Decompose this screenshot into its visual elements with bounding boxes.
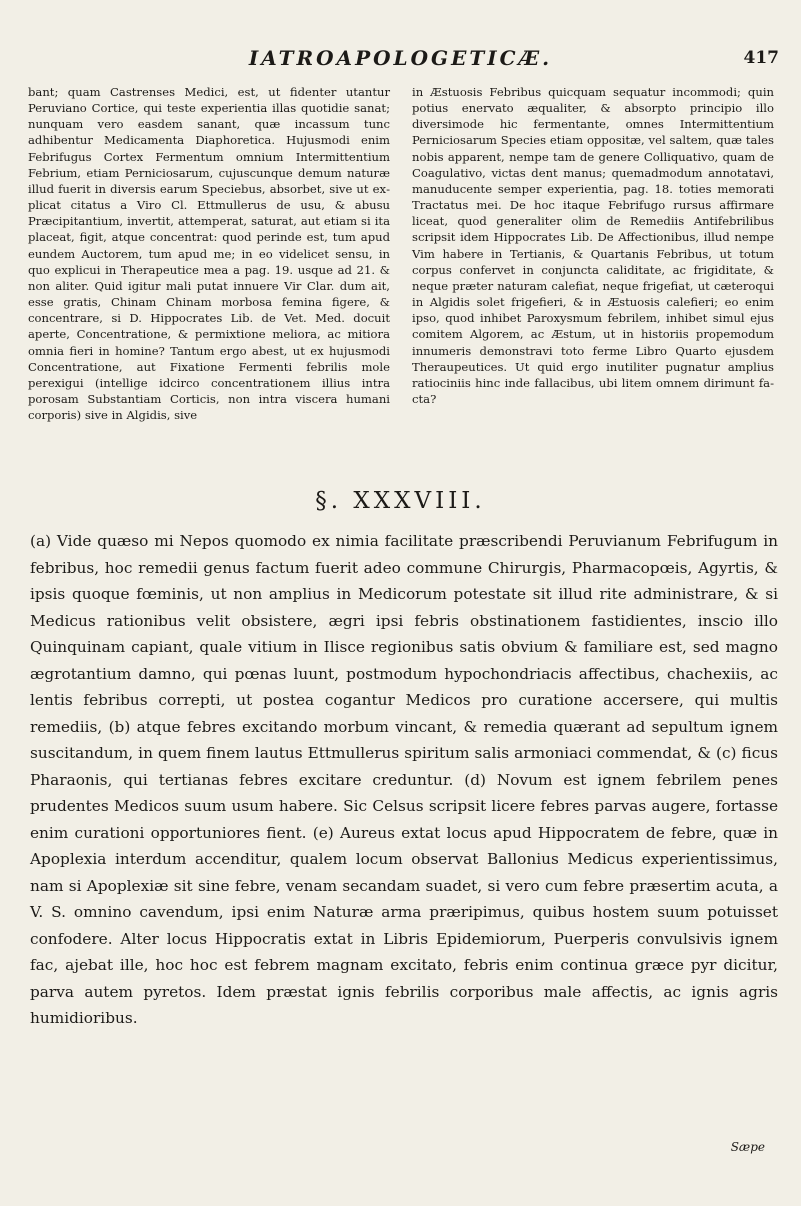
right-column (412, 84, 774, 407)
two-column-section (0, 84, 801, 476)
section-heading: §. XXXVIII. (315, 488, 486, 514)
page-header (0, 44, 801, 78)
body-paragraph: (a) Vide quæso mi Nepos quomodo ex nimia facilitate præscribendi Peruvianum Febrifugum in febribus, hoc remedii genus factum fuerit adeo commune Chirurgis, Pharmacopœis, Agyrtis, & ipsis quoque fœminis, ut non amplius in Medicorum potestate sit illud rite administrare, & si Medicus rationibus velit obsistere, ægri ipsi febris obstinationem fastidientes, inscio illo Quinquinam capiant, quale vitium in Ilisce regionibus satis obvium & familiare est, sed magno ægrotantium damno, qui pœnas luunt, postmodum hypochondriacis affectibus, chachexiis, ac lentis febribus correpti, ut postea cogantur Medicos pro curatione accersere, qui multis remediis, (b) atque febres excitando morbum vincant, & remedia quærant ad sepultum ignem suscitandum, in quem finem lautus Ettmullerus spiritum salis armoniaci commendat, & (c) ficus Pharaonis, qui tertianas febres excitare creduntur. (d) Novum est ignem febrilem penes prudentes Medicos suum usum habere. Sic Celsus scripsit licere febres parvas augere, fortasse enim curationi opportuniores fient. (e) Aureus extat locus apud Hippocratem de febre, quæ in Apoplexia interdum accenditur, qualem locum observat Ballonius Medicus experientissimus, nam si Apoplexiæ sit sine febre, venam secandam suadet, si vero cum febre præsertim acuta, a V. S. omnino cavendum, ipsi enim Naturæ arma præripimus, quibus hostem suum potuisset confodere. Alter locus Hippocratis extat in Libris Epidemiorum, Puerperis convulsivis ignem fac, ajebat ille, hoc hoc est febrem magnam excitato, febris enim continua græce pyr dicitur, parva autem pyretos. Idem præstat ignis febrilis corporibus male affectis, ac ignis agris humidioribus. (30, 532, 778, 1027)
left-column (28, 84, 390, 423)
running-title: IATROAPOLOGETICÆ. (248, 46, 553, 70)
left-column-text: bant; quam Castrenses Medici, est, ut fidenter utantur Peruviano Cortice, qui teste experientia illas quotidie sanat; nunquam vero easdem sanant, quæ incassum tunc adhibentur Medicamenta Diaphoretica. Hujusmodi enim Febrifugus Cortex Fermentum omnium Intermittentium Febrium, etiam Perniciosarum, cujuscunque demum naturæ illud fuerit in diversis earum Speciebus, absorbet, sive ut explicat citatus a Viro Cl. Ettmullerus de usu, & abusu Præcipitantium, invertit, attemperat, saturat, aut etiam si ita placeat, figit, atque concentrat: quod perinde est, tum apud eundem Auctorem, tum apud me; in eo videlicet sensu, in quo explicui in Therapeutice mea a pag. 19. usque ad 21. & non aliter. Quid igitur mali putat innuere Vir Clar. dum ait, esse gratis, Chinam Chinam morbosa femina figere, & concentrare, si D. Hippocrates Lib. de Vet. Med. docuit aperte, Concentratione, & permixtione meliora, ac mitiora omnia fieri in homine? Tantum ergo abest, ut ex hujusmodi Concentratione, aut Fixatione Fermenti febrilis mole perexigui (intellige idcirco concentrationem illius intra porosam Substantiam Corticis, non intra viscera humani corporis) sive in Algidis, sive (28, 85, 390, 423)
page-number: 417 (743, 48, 779, 68)
main-body (30, 528, 778, 1032)
right-column-text: in Æstuosis Febribus quicquam sequatur incommodi; quin potius enervato æqualiter, & absorpto principio illo diversimode hic fermentante, omnes Intermittentium Perniciosarum Species etiam oppositæ, vel saltem, quæ tales nobis apparent, nempe tam de genere Colliquativo, quam de Coagulativo, victas dent manus; quemadmodum annotatavi, manuducente semper experientia, pag. 18. toties memorati Tractatus mei. De hoc itaque Febrifugo rursus affirmare liceat, quod generaliter olim de Remediis Antifebrilibus scripsit idem Hippocrates Lib. De Affectionibus, illud nempe Vim habere in Tertianis, & Quartanis Febribus, ut totum corpus confervet in conjuncta caliditate, ac frigiditate, & neque præter naturam calefiat, neque frigefiat, ut cæteroqui in Algidis solet frigefieri, & in Æstuosis calefieri; eo enim ipso, quod inhibet Paroxysmum febrilem, inhibet simul ejus comitem Algorem, ac Æstum, ut in historiis propemodum innumeris demonstravi toto ferme Libro Quarto ejusdem Theraupeutices. Ut quid ergo inutiliter pugnatur amplius ratiociniis hinc inde fallacibus, ubi litem omnem dirimunt facta? (412, 85, 774, 406)
catchword: Sæpe (730, 1140, 765, 1154)
